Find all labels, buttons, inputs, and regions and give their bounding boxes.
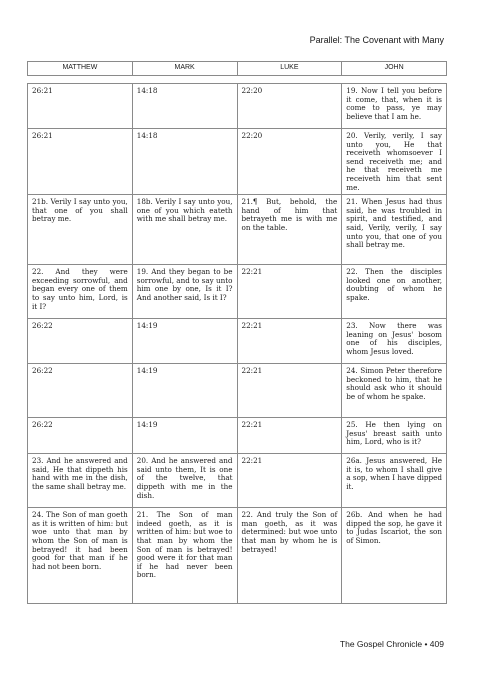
john-cell: 26a. Jesus answered, He it is, to whom I shall give a sop, when I have dipped it. bbox=[342, 454, 447, 508]
matthew-cell: 21b. Verily I say unto you, that one of you shall betray me. bbox=[28, 195, 133, 265]
matthew-cell: 24. The Son of man goeth as it is written of him: but woe unto that man by whom the Son of man is betrayed! it had been good for that man if he had not been born. bbox=[28, 508, 133, 604]
john-cell: 22. Then the disciples looked one on another, doubting of whom he spake. bbox=[342, 265, 447, 319]
column-header-john: JOHN bbox=[342, 62, 447, 76]
mark-cell: 21. The Son of man indeed goeth, as it is written of him: but woe to that man by whom the Son of man is betrayed! good were it for that man if he had never been born. bbox=[132, 508, 237, 604]
column-header-luke: LUKE bbox=[237, 62, 342, 76]
john-cell: 25. He then lying on Jesus' breast saith unto him, Lord, who is it? bbox=[342, 418, 447, 454]
john-cell: 19. Now I tell you before it come, that, when it is come to pass, ye may believe that I am he. bbox=[342, 84, 447, 129]
luke-cell: 22. And truly the Son of man goeth, as it was determined: but woe unto that man by whom he is betrayed! bbox=[237, 508, 342, 604]
table-row bbox=[28, 508, 447, 604]
john-cell: 24. Simon Peter therefore beckoned to him, that he should ask who it should be of whom he spake. bbox=[342, 364, 447, 418]
luke-cell: 22:21 bbox=[237, 265, 342, 319]
mark-cell: 14:19 bbox=[132, 418, 237, 454]
mark-cell: 18b. Verily I say unto you, one of you which eateth with me shall betray me. bbox=[132, 195, 237, 265]
matthew-cell: 26:21 bbox=[28, 129, 133, 195]
column-header-matthew: MATTHEW bbox=[28, 62, 133, 76]
luke-cell: 22:20 bbox=[237, 129, 342, 195]
table-row bbox=[28, 84, 447, 129]
table-row bbox=[28, 129, 447, 195]
column-header-mark: MARK bbox=[132, 62, 237, 76]
matthew-cell: 26:22 bbox=[28, 418, 133, 454]
mark-cell: 20. And he answered and said unto them, It is one of the twelve, that dippeth with me in the dish. bbox=[132, 454, 237, 508]
matthew-cell: 22. And they were exceeding sorrowful, and began every one of them to say unto him, Lord, is it I? bbox=[28, 265, 133, 319]
john-cell: 20. Verily, verily, I say unto you, He that receiveth whomsoever I send receiveth me; and he that receiveth me receiveth him that sent me. bbox=[342, 129, 447, 195]
mark-cell: 14:19 bbox=[132, 364, 237, 418]
table-row bbox=[28, 454, 447, 508]
luke-cell: 22:21 bbox=[237, 454, 342, 508]
matthew-cell: 23. And he answered and said, He that dippeth his hand with me in the dish, the same shall betray me. bbox=[28, 454, 133, 508]
matthew-cell: 26:22 bbox=[28, 319, 133, 364]
mark-cell: 14:19 bbox=[132, 319, 237, 364]
table-row bbox=[28, 265, 447, 319]
john-cell: 26b. And when he had dipped the sop, he gave it to Judas Iscariot, the son of Simon. bbox=[342, 508, 447, 604]
parallel-table bbox=[27, 61, 447, 604]
john-cell: 21. When Jesus had thus said, he was troubled in spirit, and testified, and said, Verily, verily, I say unto you, that one of you shall betray me. bbox=[342, 195, 447, 265]
luke-cell: 21.¶ But, behold, the hand of him that betrayeth me is with me on the table. bbox=[237, 195, 342, 265]
page-footer: The Gospel Chronicle • 409 bbox=[339, 639, 444, 649]
luke-cell: 22:21 bbox=[237, 319, 342, 364]
matthew-cell: 26:22 bbox=[28, 364, 133, 418]
table-row bbox=[28, 364, 447, 418]
matthew-cell: 26:21 bbox=[28, 84, 133, 129]
table-row bbox=[28, 319, 447, 364]
spacer-row bbox=[28, 76, 447, 84]
luke-cell: 22:21 bbox=[237, 364, 342, 418]
luke-cell: 22:21 bbox=[237, 418, 342, 454]
mark-cell: 19. And they began to be sorrowful, and to say unto him one by one, Is it I? And another said, Is it I? bbox=[132, 265, 237, 319]
column-header-row bbox=[28, 62, 447, 76]
john-cell: 23. Now there was leaning on Jesus' bosom one of his disciples, whom Jesus loved. bbox=[342, 319, 447, 364]
table-row bbox=[28, 418, 447, 454]
table-row bbox=[28, 195, 447, 265]
mark-cell: 14:18 bbox=[132, 84, 237, 129]
luke-cell: 22:20 bbox=[237, 84, 342, 129]
running-head: Parallel: The Covenant with Many bbox=[309, 35, 444, 45]
mark-cell: 14:18 bbox=[132, 129, 237, 195]
